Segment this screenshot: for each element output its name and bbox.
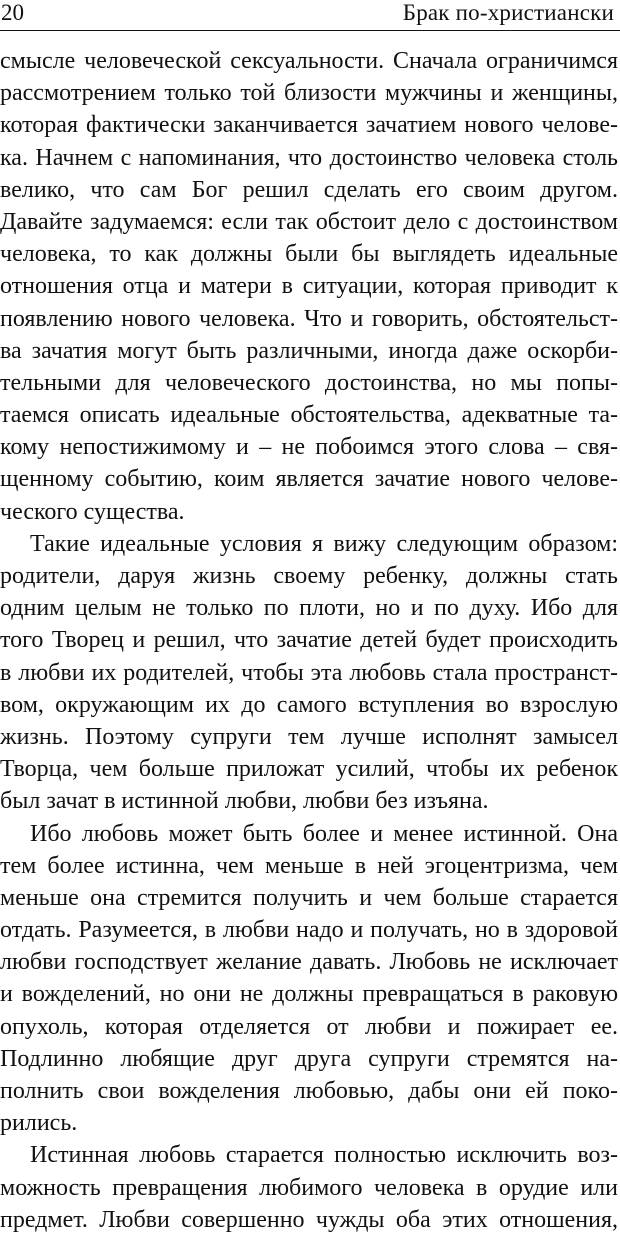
text-line: смысле человеческой сексуальности. Сначала ограничимся — [0, 48, 618, 74]
text-line: Ибо любовь может быть более и менее истинной. Она — [30, 820, 618, 847]
text-line: отдать. Разумеется, в любви надо и получать, но в здоровой — [0, 917, 618, 944]
text-line: ка. Начнем с напоминания, что достоинство человека столь — [0, 144, 618, 171]
text-line: человека, то как должны были бы выглядеть идеальные — [0, 241, 618, 268]
text-line: родители, даруя жизнь своему ребенку, должны стать — [0, 563, 618, 589]
text-line: тельными для человеческого достоинства, но мы попы- — [0, 369, 618, 396]
text-line: кому непостижимому и – не побоимся этого слова – свя- — [0, 434, 618, 461]
text-line: опухоль, которая отделяется от любви и пожирает ее. — [0, 1013, 618, 1040]
text-line: велико, что сам Бог решил сделать его своим другом. — [0, 176, 618, 203]
text-line: предмет. Любви совершенно чужды оба этих отношения, — [0, 1206, 618, 1233]
header-rule — [0, 30, 620, 31]
text-line: рассмотрением только той близости мужчины и женщины, — [0, 80, 618, 107]
paragraph — [0, 818, 618, 1140]
text-line: Истинная любовь старается полностью исключить воз- — [30, 1142, 618, 1169]
text-line: ческого существа. — [0, 498, 185, 525]
text-line: отношения отца и матери в ситуации, которая приводит к — [0, 273, 618, 300]
text-line: любви господствует желание давать. Любовь не исключает — [0, 949, 618, 976]
text-line: одним целым не только по плоти, но и по духу. Ибо для — [0, 595, 618, 622]
page-number: 20 — [1, 0, 24, 25]
text-line: того Творец и решил, что зачатие детей будет происходить — [0, 627, 618, 654]
text-line: рились. — [0, 1110, 78, 1137]
text-line: тем более истинна, чем меньше в ней эгоцентризма, чем — [0, 852, 618, 879]
text-line: таемся описать идеальные обстоятельства, адекватные та- — [0, 402, 618, 429]
text-line: и вожделений, но они не должны превращаться в раковую — [0, 981, 618, 1008]
text-body — [0, 45, 618, 1236]
text-line: полнить свои вожделения любовью, дабы они ей поко- — [0, 1078, 618, 1104]
paragraph — [0, 528, 618, 818]
text-line: Такие идеальные условия я вижу следующим образом: — [30, 530, 618, 557]
text-line: Творца, чем больше приложат усилий, чтобы их ребенок — [0, 756, 618, 783]
text-line: ва зачатия могут быть различными, иногда даже оскорби- — [0, 337, 618, 364]
paragraph — [0, 45, 618, 528]
text-line: можность превращения любимого человека в орудие или — [0, 1174, 618, 1201]
text-line: щенному событию, коим является зачатие нового челове- — [0, 466, 618, 493]
text-line: был зачат в истинной любви, любви без изъяна. — [0, 788, 489, 815]
text-line: жизнь. Поэтому супруги тем лучше исполнят замысел — [0, 723, 618, 750]
running-title: Брак по-христиански — [402, 0, 614, 25]
text-line: Подлинно любящие друг друга супруги стремятся на- — [0, 1045, 618, 1072]
text-line: которая фактически заканчивается зачатием нового челове- — [0, 112, 618, 139]
text-line: меньше она стремится получить и чем больше старается — [0, 884, 618, 911]
text-line: вом, окружающим их до самого вступления во взрослую — [0, 691, 618, 718]
text-line: в любви их родителей, чтобы эта любовь стала пространст- — [0, 659, 618, 686]
paragraph — [0, 1139, 618, 1236]
text-line: появлению нового человека. Что и говорить, обстоятельст- — [0, 305, 618, 332]
text-line: Давайте задумаемся: если так обстоит дело с достоинством — [0, 208, 618, 235]
page-header — [0, 0, 620, 34]
